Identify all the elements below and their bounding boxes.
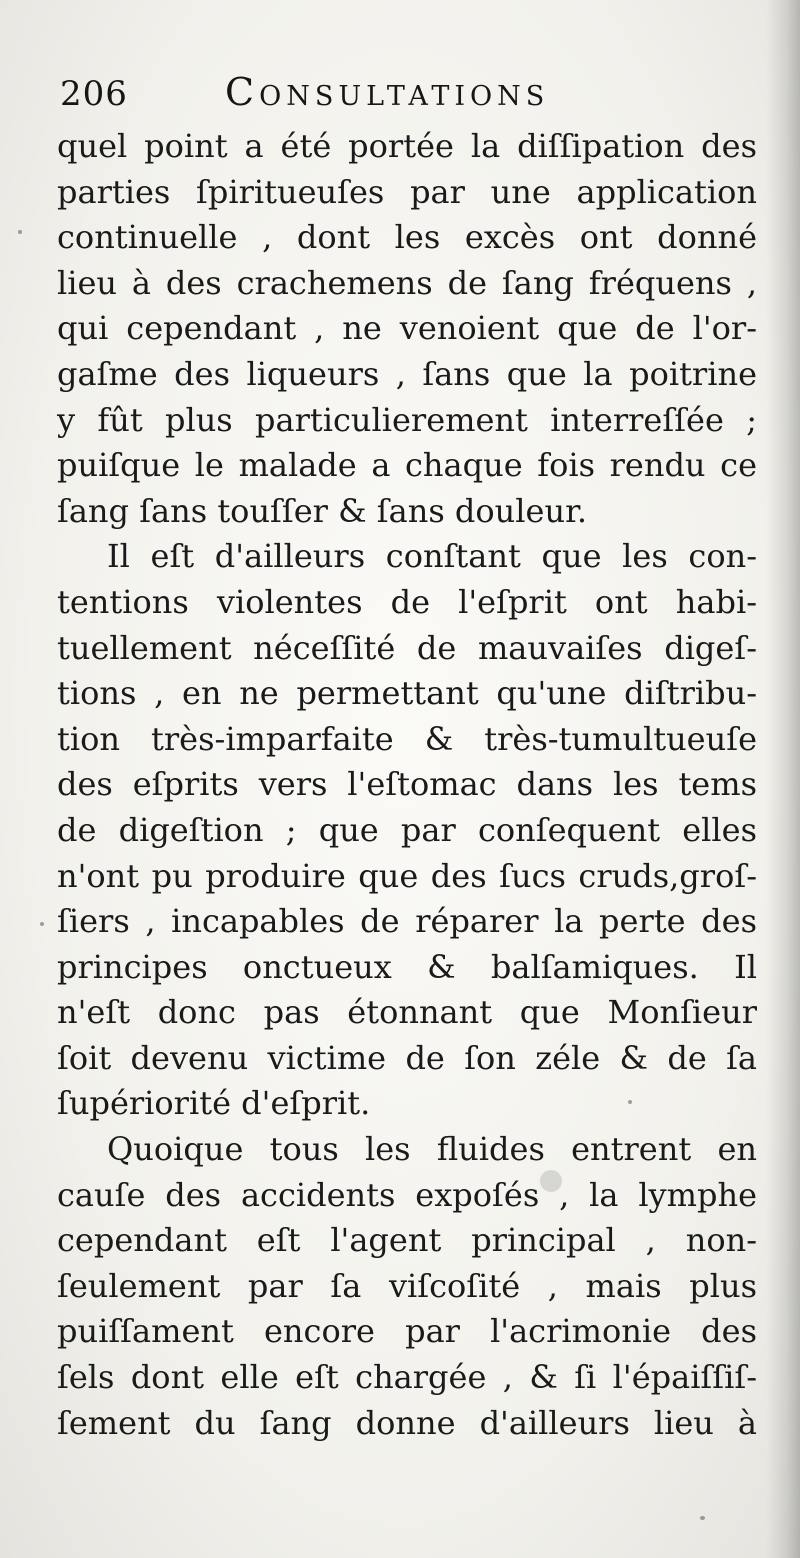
text-line: puiſſament encore par l'acrimonie des (57, 1312, 757, 1351)
body-text (57, 124, 757, 1446)
text-line: puiſque le malade a chaque fois rendu ce (57, 446, 757, 485)
text-line: cependant eſt l'agent principal , non- (57, 1221, 757, 1260)
text-line: ſupériorité d'eſprit. (57, 1084, 371, 1123)
text-line: ſang ſans touſſer & ſans douleur. (57, 491, 588, 530)
text-line: gaſme des liqueurs , ſans que la poitrine (57, 354, 757, 393)
text-line: tion très-imparfaite & très-tumultueuſe (57, 719, 757, 758)
text-line: n'eſt donc pas étonnant que Monſieur (57, 993, 757, 1032)
text-line: tentions violentes de l'eſprit ont habi- (57, 582, 757, 621)
text-line: n'ont pu produire que des ſucs cruds,groſ- (57, 856, 757, 895)
text-line: y fût plus particulierement interreſſée ; (57, 400, 757, 439)
text-line: de digeſtion ; que par conſequent elles (57, 810, 757, 849)
paper-speck (18, 230, 22, 234)
text-line: principes onctueux & balſamiques. Il (57, 947, 757, 986)
paper-speck (628, 1100, 632, 1104)
text-line: Quoique tous les fluides entrent en (107, 1130, 757, 1169)
text-line: ſoit devenu victime de ſon zéle & de ſa (57, 1038, 757, 1077)
text-line: ſeulement par ſa viſcoſité , mais plus (57, 1266, 757, 1305)
text-line: ſiers , incapables de réparer la perte des (57, 902, 757, 941)
text-line: ſement du ſang donne d'ailleurs lieu à (57, 1403, 757, 1442)
paper-speck (40, 922, 44, 926)
text-line: quel point a été portée la diſſipation des (57, 127, 757, 165)
page-number: 206 (60, 74, 128, 114)
running-head: Consultations (225, 70, 550, 114)
page-edge-shadow (766, 0, 800, 1558)
text-line: des eſprits vers l'eſtomac dans les tems (57, 765, 757, 804)
paper-speck (700, 1516, 705, 1520)
text-line: parties ſpiritueuſes par une application (57, 172, 757, 211)
page-header (60, 70, 760, 130)
text-line: tuellement néceſſité de mauvaiſes digeſ- (57, 628, 757, 667)
text-line: qui cependant , ne venoient que de l'or- (57, 309, 757, 348)
text-line: Il eſt d'ailleurs conſtant que les con- (107, 537, 757, 576)
paper-speck (540, 1170, 562, 1192)
text-line: ſels dont elle eſt chargée , & ſi l'épaiſſiſ- (57, 1358, 757, 1397)
text-line: lieu à des crachemens de ſang fréquens , (57, 263, 757, 302)
text-line: tions , en ne permettant qu'une diſtribu- (57, 674, 757, 713)
text-line: continuelle , dont les excès ont donné (57, 218, 757, 257)
text-line: cauſe des accidents expoſés , la lymphe (57, 1175, 757, 1214)
